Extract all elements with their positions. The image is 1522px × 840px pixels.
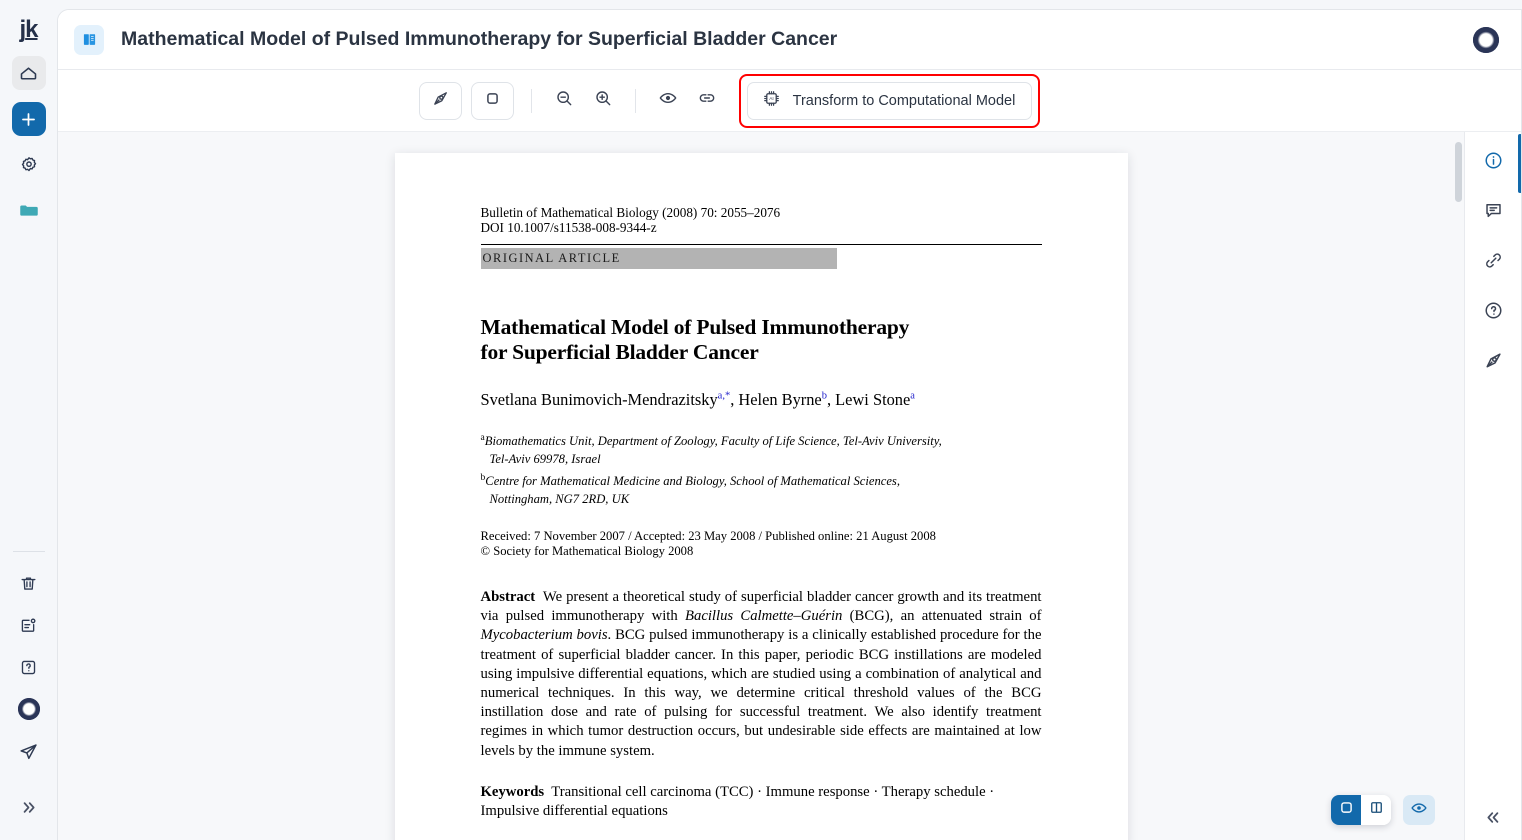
author-name: Svetlana Bunimovich-Mendrazitsky [480,389,718,409]
question-circle-icon [1483,300,1504,326]
abstract-text: We present a theoretical study of superficial bladder cancer growth and its treatment via pulsed immunotherapy with [480,589,1042,625]
book-icon [74,25,104,55]
author-affiliation-marker: a [910,390,915,402]
zoom-out-icon [554,88,574,113]
document-scrollbar-thumb[interactable] [1455,142,1462,202]
question-box-icon [19,658,38,677]
affiliation-marker: a [480,431,485,443]
page-title: Mathematical Model of Pulsed Immunotherapy for Superficial Bladder Cancer [121,28,838,50]
article-title-line-1: Mathematical Model of Pulsed Immunotherapy [480,314,910,339]
article-title-line-2: for Superficial Bladder Cancer [480,340,759,365]
ai-chip-icon [761,88,782,113]
pen-tool-button[interactable] [419,82,462,120]
comment-icon [1483,200,1504,226]
visibility-toggle-button[interactable] [653,86,683,116]
toolbar-controls [419,74,1041,128]
journal-doi: DOI 10.1007/s11538-008-9344-z [480,220,657,236]
affiliation-marker: b [480,471,486,483]
sidebar-item-files[interactable] [12,194,46,228]
view-mode-controls [1331,795,1435,825]
content-area [58,132,1521,840]
collapse-panel-button[interactable] [1477,806,1509,834]
header-rule [481,244,1042,245]
pen-nib-icon [431,89,450,113]
two-page-view-button[interactable] [1361,795,1391,825]
panel-tab-annotate[interactable] [1476,346,1510,380]
abstract-italic-term: Bacillus Calmette–Guérin [685,608,843,625]
document-viewport[interactable] [58,132,1464,840]
copy-link-button[interactable] [692,86,722,116]
sidebar-item-trash[interactable] [12,566,46,600]
rounded-square-icon [483,89,502,113]
affiliation-item [481,469,1042,491]
sidebar-item-account[interactable] [12,692,46,726]
chain-link-icon [1483,250,1504,276]
author-name: Helen Byrne [738,389,822,409]
active-panel-indicator [1518,134,1522,193]
article-type-label: ORIGINAL ARTICLE [481,248,837,269]
keywords-label: Keywords [480,783,545,800]
chevron-double-right-icon [19,798,38,817]
author-affiliation-marker: b [821,390,827,402]
author-list: Svetlana Bunimovich-Mendrazitsky$^{a,*}$, Helen Byrne$^b$, Lewi Stone$^a$ [480,389,915,409]
page-layout-segmented-control [1331,795,1391,825]
document-titlebar [58,10,1521,70]
gear-icon [19,155,39,175]
svg-text:AI: AI [768,96,774,102]
home-icon [18,63,39,84]
select-region-tool-button[interactable] [471,82,514,120]
link-icon [697,88,717,113]
titlebar-actions [1469,23,1503,57]
article-title [481,315,1042,366]
page-content [395,205,1128,822]
affiliation-line-2: Nottingham, NG7 2RD, UK [489,492,630,507]
sidebar-item-send-feedback[interactable] [12,734,46,768]
preview-toggle-button[interactable] [1403,795,1435,825]
main-window [57,9,1522,840]
zoom-in-button[interactable] [588,86,618,116]
info-circle-icon [1483,150,1504,176]
trash-icon [19,574,38,593]
eye-icon [1410,799,1428,822]
toolbar-divider [531,89,532,113]
document-page [395,153,1128,840]
affiliation-line-1: Biomathematics Unit, Department of Zoology, Faculty of Life Science, Tel-Aviv University, [484,434,942,448]
zoom-in-icon [593,88,613,113]
keywords-text: Transitional cell carcinoma (TCC) · Immune response · Therapy schedule · Impulsive differential equations [480,783,995,820]
single-page-view-button[interactable] [1331,795,1361,825]
transform-to-computational-model-button[interactable] [747,82,1033,120]
sidebar-item-home[interactable] [12,56,46,90]
left-sidebar [0,0,57,840]
zoom-out-button[interactable] [549,86,579,116]
pen-nib-icon [1483,350,1504,376]
document-toolbar [58,70,1521,132]
abstract-text: (BCG), an attenuated strain of [842,608,1042,625]
abstract-text: . BCG pulsed immunotherapy is a clinically established procedure for the treatment of superficial bladder cancer. In this paper, periodic BCG instillations are modeled using impulsive differential equations, which are studied using a combination of analytical and numerical techniques. In this way, we determine critical threshold values of the BCG instillation dose and rate of pulsing for successful treatment. We also identify treatment regimes in which tumor destruction occurs, but undesirable side effects are maintained at low levels by the immune system. [480,627,1042,759]
transform-highlight-box [739,74,1041,128]
abstract-body [481,589,1042,759]
eye-icon [658,88,678,113]
note-badge-icon [19,616,38,635]
abstract-italic-term: Mycobacterium bovis [480,627,608,644]
affiliation-line-1: Centre for Mathematical Medicine and Biology, School of Mathematical Sciences, [485,474,900,488]
folder-icon [18,200,40,222]
avatar-ring-icon [18,698,40,720]
avatar-ring-icon [1473,27,1499,53]
chevron-double-left-icon [1484,808,1503,832]
affiliations [481,429,1042,509]
abstract-section [481,588,1042,761]
keywords-section [481,783,1042,822]
affiliation-item [481,429,1042,451]
author-affiliation-marker: a,* [717,390,731,402]
sidebar-bottom-group [12,551,46,840]
affiliation-line-2: Tel-Aviv 69978, Israel [489,452,601,467]
abstract-label: Abstract [480,589,536,605]
plus-icon [19,110,38,129]
right-panel-rail [1464,132,1521,840]
transform-button-label: Transform to Computational Model [792,92,1016,109]
panel-tab-comments[interactable] [1476,196,1510,230]
sidebar-divider [13,551,45,552]
sidebar-item-settings[interactable] [12,148,46,182]
sidebar-item-notes[interactable] [12,608,46,642]
user-avatar[interactable] [1469,23,1503,57]
panel-tab-links[interactable] [1476,246,1510,280]
sidebar-item-help[interactable] [12,650,46,684]
publication-history [481,529,1042,560]
two-column-icon [1368,799,1385,821]
received-accepted-line: Received: 7 November 2007 / Accepted: 23 May 2008 / Published online: 21 August 2008 [480,528,936,543]
single-page-icon [1338,799,1355,821]
sidebar-expand-button[interactable] [12,790,46,824]
paper-plane-icon [18,741,39,762]
panel-tab-help[interactable] [1476,296,1510,330]
sidebar-item-new[interactable] [12,102,46,136]
copyright-line: © Society for Mathematical Biology 2008 [480,544,694,559]
author-name: Lewi Stone [835,389,911,409]
panel-tab-info[interactable] [1476,146,1510,180]
app-logo[interactable]: jk [19,16,38,43]
toolbar-divider-2 [635,89,636,113]
journal-reference [481,205,1042,236]
journal-citation: Bulletin of Mathematical Biology (2008) 70: 2055–2076 [480,205,781,220]
